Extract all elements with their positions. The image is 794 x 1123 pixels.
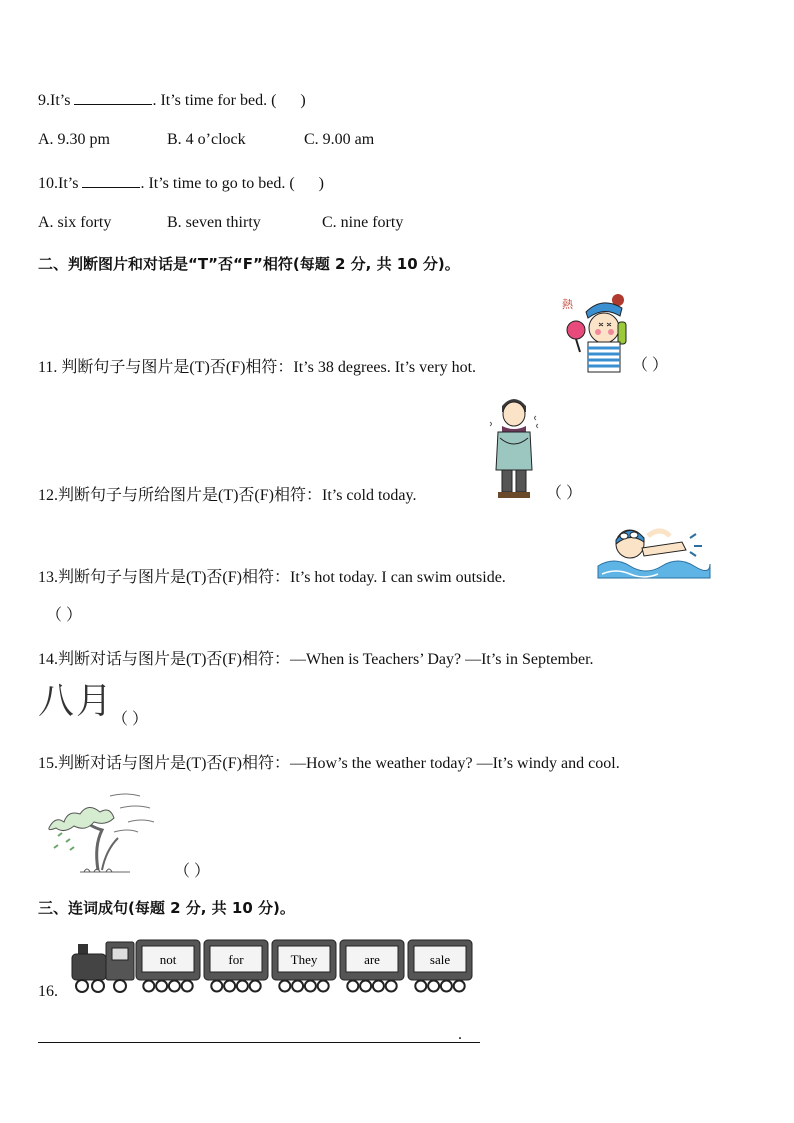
- question-13: 13.判断句子与图片是(T)否(F)相符：It’s hot today. I can swim outside.: [38, 569, 506, 586]
- word-train-image: [68, 936, 476, 998]
- q9-answer-blank[interactable]: [74, 88, 152, 105]
- q14-answer-paren[interactable]: （ ）: [112, 711, 149, 728]
- q10-suffix: . It’s time to go to bed. (: [140, 175, 295, 192]
- q9-suffix: . It’s time for bed. (: [152, 92, 277, 109]
- locomotive: [72, 942, 134, 992]
- train-car-word-sale[interactable]: [408, 940, 472, 992]
- august-chinese-text-image: 八月: [38, 681, 115, 722]
- q12-answer-paren[interactable]: （ ）: [546, 485, 583, 502]
- train-car-label: They: [290, 952, 318, 967]
- q16-answer-line[interactable]: [38, 1042, 480, 1043]
- question-14: 14.判断对话与图片是(T)否(F)相符：—When is Teachers’ Day? —It’s in September.: [38, 651, 594, 668]
- q10-close-paren: ): [318, 175, 324, 192]
- hot-label: 熱: [562, 298, 573, 311]
- q16-number: 16.: [38, 983, 58, 1000]
- section-3-title: 三、连词成句(每题 2 分, 共 10 分)。: [38, 899, 295, 917]
- q10-option-c[interactable]: C. nine forty: [322, 214, 404, 231]
- train-car-label: not: [159, 952, 177, 967]
- q10-option-a[interactable]: A. six forty: [38, 214, 112, 231]
- q10-option-b[interactable]: B. seven thirty: [167, 214, 261, 231]
- train-car-word-for[interactable]: [204, 940, 268, 992]
- train-car-word-not[interactable]: [136, 940, 200, 992]
- cold-shivering-man-image: [488, 392, 540, 500]
- question-10: [38, 171, 324, 194]
- q9-prefix: 9.It’s: [38, 92, 75, 109]
- windy-tree-image: [40, 786, 166, 876]
- q10-answer-blank[interactable]: [82, 171, 140, 188]
- q11-answer-paren[interactable]: （ ）: [632, 357, 669, 374]
- train-car-label: are: [364, 952, 380, 967]
- swimming-boy-image: [594, 518, 714, 582]
- question-12: 12.判断句子与所给图片是(T)否(F)相符：It’s cold today.: [38, 487, 417, 504]
- question-11: 11. 判断句子与图片是(T)否(F)相符：It’s 38 degrees. It’s very hot.: [38, 359, 477, 376]
- question-15: 15.判断对话与图片是(T)否(F)相符：—How’s the weather today? —It’s windy and cool.: [38, 755, 620, 772]
- train-car-word-they[interactable]: [272, 940, 336, 992]
- q9-option-b[interactable]: B. 4 o’clock: [167, 131, 246, 148]
- q9-option-c[interactable]: C. 9.00 am: [304, 131, 375, 148]
- q15-answer-paren[interactable]: （ ）: [174, 863, 211, 880]
- q9-close-paren: ): [300, 92, 306, 109]
- q16-period: .: [458, 1026, 462, 1043]
- question-9: [38, 88, 306, 111]
- section-2-title: 二、判断图片和对话是“T”否“F”相符(每题 2 分, 共 10 分)。: [38, 255, 460, 273]
- q10-prefix: 10.It’s: [38, 175, 83, 192]
- train-car-label: sale: [429, 952, 451, 967]
- q9-option-a[interactable]: A. 9.30 pm: [38, 131, 110, 148]
- train-car-word-are[interactable]: [340, 940, 404, 992]
- q13-answer-paren[interactable]: （ ）: [46, 607, 83, 624]
- train-car-label: for: [228, 952, 244, 967]
- hot-sweating-person-image: [558, 292, 630, 374]
